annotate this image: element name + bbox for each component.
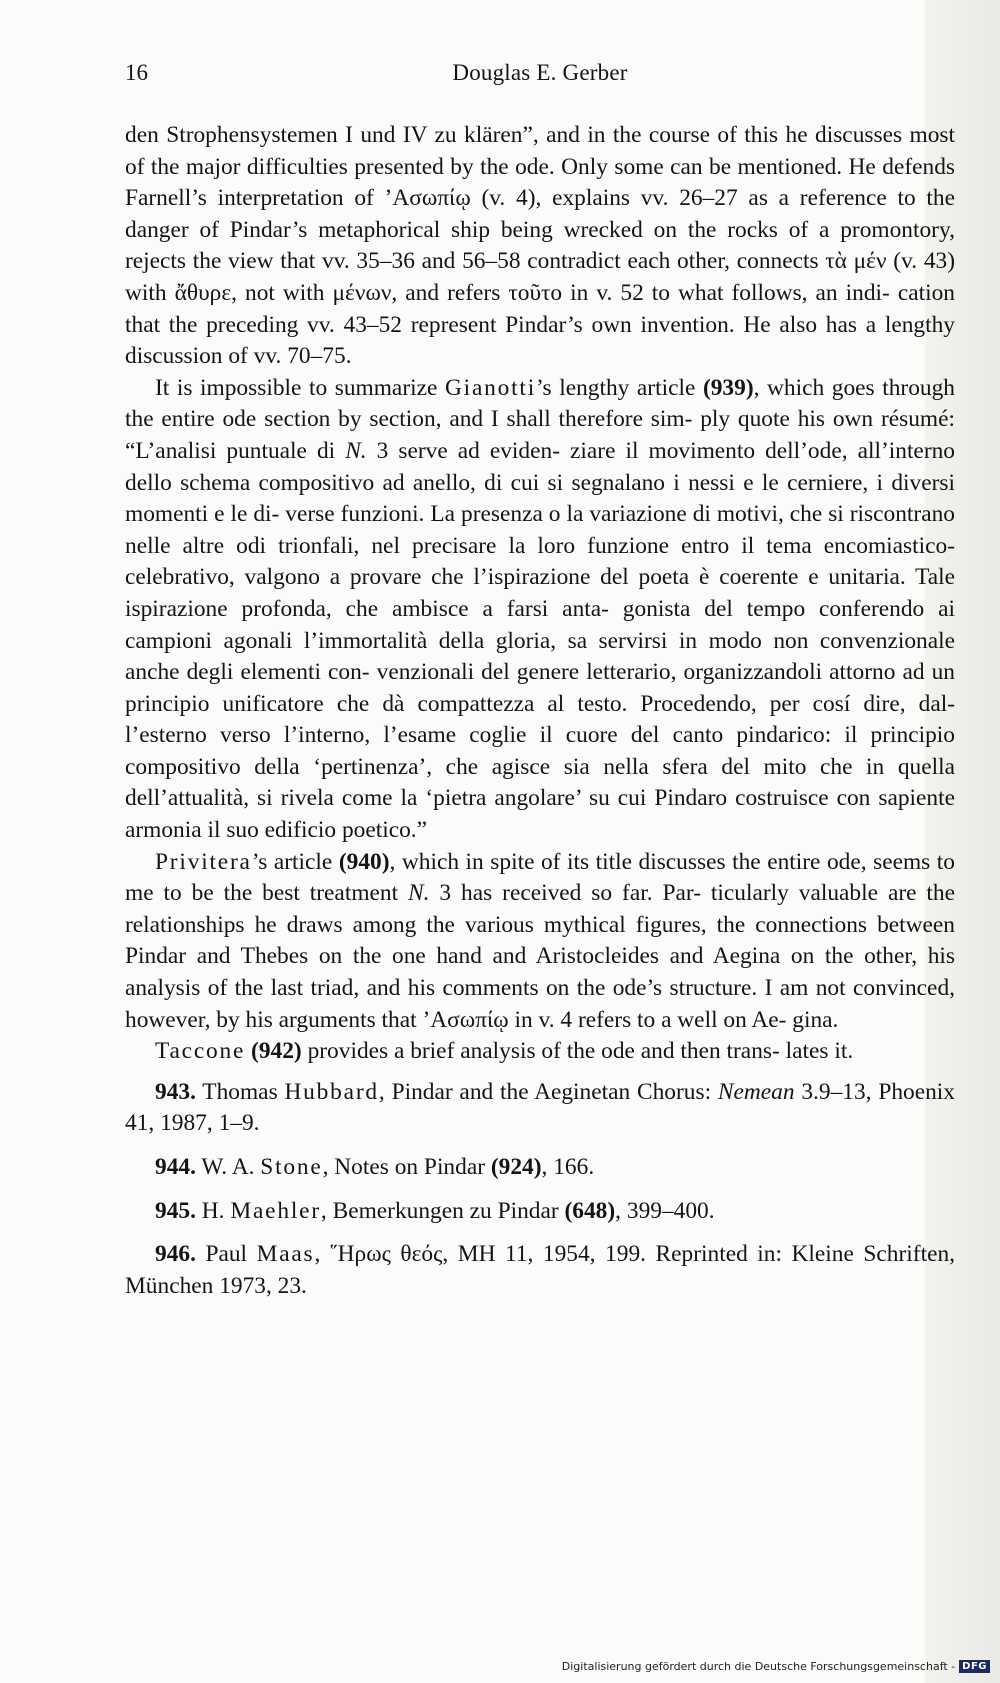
- paragraph-text-segment: It is impossible to summarize: [155, 374, 445, 401]
- paragraph-text-segment: Taccone: [155, 1038, 246, 1065]
- entry-text-segment: Hubbard: [284, 1078, 379, 1105]
- bibliography-entry-943: [125, 1077, 955, 1140]
- paragraph-taccone: [125, 1036, 955, 1068]
- entry-text-segment: Stone: [260, 1154, 323, 1180]
- paragraph-gianotti: [125, 373, 955, 847]
- paragraph-text-segment: Gianotti: [444, 374, 537, 401]
- digitization-footer: [562, 1660, 990, 1673]
- entry-text-segment: , Notes on Pindar: [322, 1154, 491, 1180]
- entry-text-segment: Paul: [195, 1241, 257, 1268]
- page-number: 16: [125, 60, 148, 85]
- bibliography-entry-944: [125, 1152, 955, 1184]
- footer-text: Digitalisierung gefördert durch die Deutsche Forschungsgemeinschaft -: [561, 1660, 956, 1673]
- paragraph-text-segment: , which goes through the entire ode section by section, and I shall therefore sim- ply quote his own résumé: “L’analisi puntuale di: [125, 374, 955, 464]
- entry-text-segment: , 399–400.: [615, 1197, 715, 1224]
- entry-text-segment: Maas: [256, 1241, 315, 1268]
- entry-text-segment: Maehler: [230, 1197, 321, 1224]
- paragraph-text-segment: 3 serve ad eviden- ziare il movimento dell’ode, all’interno dello schema compositivo ad anello, di cui si segnalano i nessi e le cerniere, i diversi momenti e le di- verse funzioni. La presenza o la variazione di motivi, che si riscontrano nelle altre odi trionfali, nel precisare la loro funzione entro il tema encomiastico-celebrativo, valgono a provare che l’ispirazione del poeta è coerente e unitaria. Tale ispirazione profonda, che ambisce a farsi anta- gonista del tempo conferendo ai campioni agonali l’immortalità della gloria, sa servirsi in modo non convenzionale anche degli elementi con- venzionali del genere letterario, organizzandoli attorno ad un principio unificatore che dà compattezza al testo. Procedendo, per cosí dire, dal- l’esterno verso l’interno, l’esame coglie il cuore del canto pindarico: il principio compositivo della ‘pertinenza’, che agisce sia nella sfera del mito che in quella dell’attualità, si rivela come la ‘pietra angolare’ su cui Pindaro costruisce con sapiente armonia il suo edificio poetico.”: [125, 437, 955, 844]
- entry-text-segment: , Bemerkungen zu Pindar: [320, 1197, 565, 1224]
- entry-text-segment: 943.: [155, 1078, 196, 1105]
- paragraph-text-segment: N.: [408, 880, 430, 907]
- entry-text-segment: , ῞Ηρως θεός, MH 11, 1954, 199. Reprinted in: Kleine Schriften, München 1973, 23.: [125, 1241, 955, 1299]
- paragraph-text-segment: (940): [338, 848, 390, 875]
- page-header: [125, 60, 955, 94]
- entry-text-segment: 946.: [155, 1241, 196, 1268]
- dfg-logo-icon: DFG: [959, 1660, 990, 1673]
- paragraph-text-segment: N.: [345, 437, 367, 464]
- paragraph-text-segment: (942): [251, 1038, 302, 1065]
- entry-text-segment: (924): [490, 1154, 542, 1180]
- body-text: [125, 120, 955, 1302]
- paragraph-text-segment: provides a brief analysis of the ode and then trans- lates it.: [301, 1038, 854, 1065]
- paragraph-text-segment: (939): [702, 374, 754, 401]
- paragraph-text-segment: , which in spite of its title discusses the entire ode, seems to me to be the best treatment: [125, 848, 955, 907]
- paragraph-text-segment: 3 has received so far. Par- ticularly valuable are the relationships he draws among the various mythical figures, the connections between Pindar and Thebes on the one hand and Aristocleides and Aegina on the other, his analysis of the last triad, and his comments on the ode’s structure. I am not convinced, however, by his arguments that ’Ασωπίῳ in v. 4 refers to a well on Ae- gina.: [125, 880, 956, 1033]
- entry-text-segment: 3.9–13, Phoenix 41, 1987, 1–9.: [125, 1078, 955, 1137]
- entry-text-segment: Thomas: [195, 1078, 285, 1105]
- running-head: Douglas E. Gerber: [452, 60, 628, 85]
- entry-text-segment: H.: [195, 1197, 231, 1224]
- entry-text-segment: , Pindar and the Aeginetan Chorus:: [378, 1078, 718, 1105]
- entry-text-segment: 945.: [155, 1197, 196, 1224]
- entry-text-segment: Nemean: [717, 1078, 795, 1105]
- paragraph-privitera: [125, 847, 955, 1037]
- bibliography-entry-946: [125, 1239, 955, 1302]
- entry-text-segment: 944.: [155, 1154, 196, 1180]
- entry-text-segment: , 166.: [541, 1154, 595, 1180]
- paragraph-1: [125, 120, 955, 373]
- paragraph-text-segment: den Strophensystemen I und IV zu klären”, and in the course of this he discusses most of the major difficulties presented by the ode. Only some can be mentioned. He defends Farnell’s interpretation of ’Ασωπίῳ (v. 4), explains vv. 26–27 as a reference to the danger of Pindar’s metaphorical ship being wrecked on the rocks of a promontory, rejects the view that vv. 35–36 and 56–58 contradict each other, connects τὰ μέν (v. 43) with ἄθυρε, not with μένων, and refers τοῦτο in v. 52 to what follows, an indi- cation that the preceding vv. 43–52 represent Pindar’s own invention. He also has a lengthy discussion of vv. 70–75.: [125, 122, 955, 370]
- bibliography-entry-945: [125, 1196, 955, 1228]
- paragraph-text-segment: ’s lengthy article: [536, 374, 703, 401]
- paragraph-text-segment: Privitera: [155, 848, 252, 875]
- entry-text-segment: W. A.: [195, 1154, 261, 1180]
- paragraph-text-segment: ’s article: [251, 848, 339, 875]
- entry-text-segment: (648): [564, 1197, 616, 1224]
